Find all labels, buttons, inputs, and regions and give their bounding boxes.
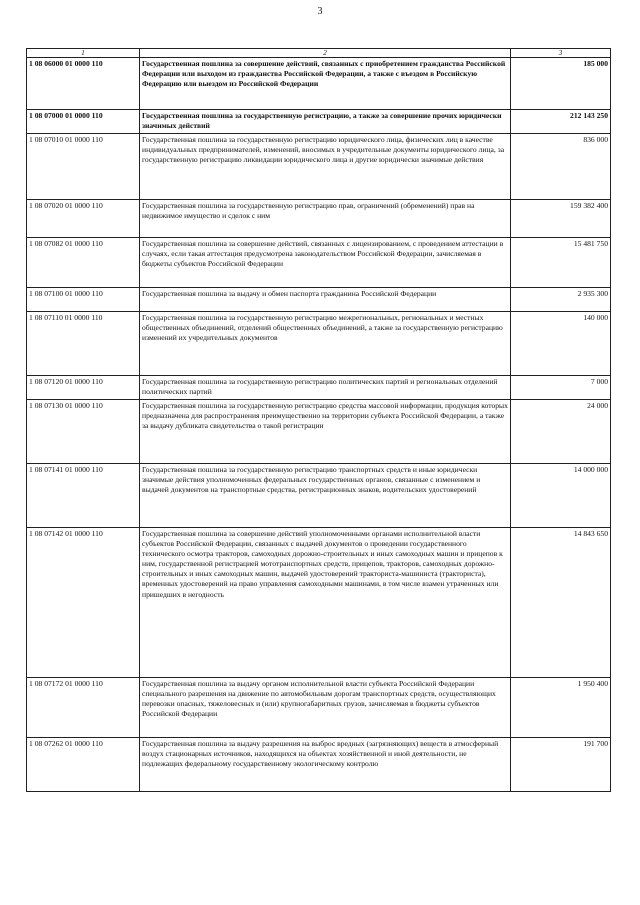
row-name: Государственная пошлина за государственную регистрацию транспортных средств и иные юридически значимые действия уполномоченных федеральных государственных органов, связанные с изменением и выдачей документов на транспортные средства, регистрационных знаков, водительских удостоверений: [140, 464, 511, 528]
table-row: [27, 678, 611, 738]
row-name: Государственная пошлина за государственную регистрацию политических партий и региональных отделений политических партий: [140, 376, 511, 400]
table-header-row: [27, 49, 611, 58]
row-amount: 140 000: [511, 312, 611, 376]
table-row: [27, 312, 611, 376]
row-name: Государственная пошлина за государственную регистрацию, а также за совершение прочих юридически значимых действий: [140, 110, 511, 134]
row-amount: 14 843 650: [511, 528, 611, 678]
row-amount: 212 143 250: [511, 110, 611, 134]
row-name: Государственная пошлина за выдачу разрешения на выброс вредных (загрязняющих) веществ в атмосферный воздух стационарных источников, находящихся на объектах хозяйственной и иной деятельности, не подлежащих федеральному государственному экологическому контролю: [140, 738, 511, 792]
row-code: 1 08 06000 01 0000 110: [27, 58, 140, 110]
table-row: [27, 238, 611, 288]
row-amount: 1 950 400: [511, 678, 611, 738]
row-name: Государственная пошлина за совершение действий уполномоченными органами исполнительной власти субъектов Российской Федерации, связанных с выдачей документов о проведении государственного технического осмотра тракторов, самоходных дорожно-строительных и иных самоходных машин и прицепов к ним, государственной регистрацией мототранспортных средств, прицепов, тракторов, самоходных дорожно-строительных и иных самоходных машин, выдачей удостоверений тракториста-машиниста (тракториста), временных удостоверений на право управления самоходными машинами, в том числе взамен утраченных или пришедших в негодность: [140, 528, 511, 678]
row-code: 1 08 07142 01 0000 110: [27, 528, 140, 678]
row-amount: 836 000: [511, 134, 611, 200]
table-row: [27, 200, 611, 238]
row-code: 1 08 07120 01 0000 110: [27, 376, 140, 400]
header-col-1: 1: [27, 49, 140, 58]
row-code: 1 08 07141 01 0000 110: [27, 464, 140, 528]
row-amount: 159 382 400: [511, 200, 611, 238]
row-code: 1 08 07020 01 0000 110: [27, 200, 140, 238]
header-col-3: 3: [511, 49, 611, 58]
row-amount: 15 481 750: [511, 238, 611, 288]
row-code: 1 08 07262 01 0000 110: [27, 738, 140, 792]
row-code: 1 08 07000 01 0000 110: [27, 110, 140, 134]
row-code: 1 08 07172 01 0000 110: [27, 678, 140, 738]
page-number: 3: [317, 6, 323, 17]
table-row: [27, 58, 611, 110]
row-amount: 185 000: [511, 58, 611, 110]
row-code: 1 08 07130 01 0000 110: [27, 400, 140, 464]
table-row: [27, 400, 611, 464]
header-col-2: 2: [140, 49, 511, 58]
row-name: Государственная пошлина за государственную регистрацию прав, ограничений (обременений) прав на недвижимое имущество и сделок с ним: [140, 200, 511, 238]
row-name: Государственная пошлина за государственную регистрацию юридического лица, физических лиц в качестве индивидуальных предпринимателей, изменений, вносимых в учредительные документы юридического лица, за государственную регистрацию ликвидации юридического лица и другие юридически значимые действия: [140, 134, 511, 200]
row-amount: 7 000: [511, 376, 611, 400]
budget-table: [26, 48, 611, 792]
table-row: [27, 376, 611, 400]
row-amount: 191 700: [511, 738, 611, 792]
table-row: [27, 134, 611, 200]
row-amount: 14 000 000: [511, 464, 611, 528]
row-name: Государственная пошлина за совершение действий, связанных с приобретением гражданства Российской Федерации или выходом из гражданства Российской Федерации, а также с въездом в Российскую Федерацию или выездом из Российской Федерации: [140, 58, 511, 110]
row-name: Государственная пошлина за выдачу органом исполнительной власти субъекта Российской Федерации специального разрешения на движение по автомобильным дорогам транспортных средств, осуществляющих перевозки опасных, тяжеловесных и (или) крупногабаритных грузов, зачисляемая в бюджеты субъектов Российской Федерации: [140, 678, 511, 738]
row-amount: 2 935 300: [511, 288, 611, 312]
row-name: Государственная пошлина за государственную регистрацию средства массовой информации, продукция которых предназначена для распространения преимущественно на территории субъекта Российской Федерации, а также за выдачу дубликата свидетельства о такой регистрации: [140, 400, 511, 464]
table-row: [27, 464, 611, 528]
table-row: [27, 738, 611, 792]
row-amount: 24 000: [511, 400, 611, 464]
row-code: 1 08 07100 01 0000 110: [27, 288, 140, 312]
table-row: [27, 110, 611, 134]
table-row: [27, 288, 611, 312]
row-code: 1 08 07110 01 0000 110: [27, 312, 140, 376]
row-code: 1 08 07010 01 0000 110: [27, 134, 140, 200]
row-name: Государственная пошлина за выдачу и обмен паспорта гражданина Российской Федерации: [140, 288, 511, 312]
row-name: Государственная пошлина за совершение действий, связанных с лицензированием, с проведением аттестации в случаях, если такая аттестация предусмотрена законодательством Российской Федерации, зачисляемая в бюджеты субъектов Российской Федерации: [140, 238, 511, 288]
row-name: Государственная пошлина за государственную регистрацию межрегиональных, региональных и местных общественных объединений, отделений общественных объединений, а также за государственную регистрацию изменений их учредительных документов: [140, 312, 511, 376]
table-row: [27, 528, 611, 678]
row-code: 1 08 07082 01 0000 110: [27, 238, 140, 288]
